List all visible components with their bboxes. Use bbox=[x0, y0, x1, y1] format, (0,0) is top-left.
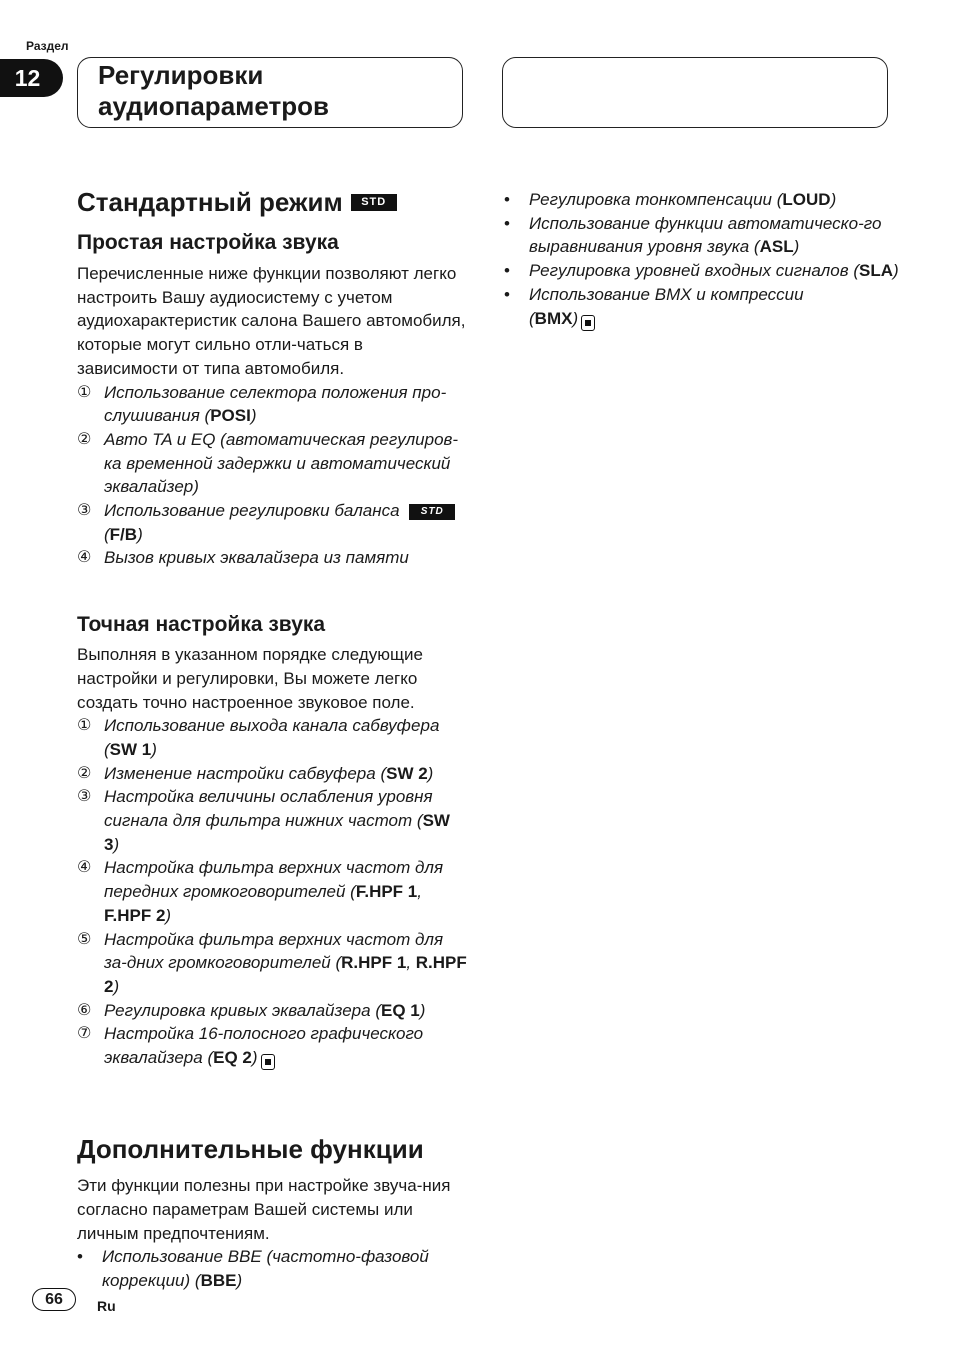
std-badge: STD bbox=[351, 194, 397, 211]
list-item: ⑤ Настройка фильтра верхних частот для за-дних громкоговорителей (R.HPF 1, R.HPF 2) bbox=[77, 929, 467, 996]
chapter-title-line1: Регулировки bbox=[98, 60, 264, 90]
simple-setup-list bbox=[77, 381, 467, 571]
list-item: • Регулировка тонкомпенсации (LOUD) bbox=[504, 188, 904, 212]
list-item: ⑦ Настройка 16-полосного графического эквалайзера (EQ 2) bbox=[77, 1022, 467, 1070]
function-code: R.HPF 1 bbox=[341, 953, 407, 973]
item-number-marker: ③ bbox=[77, 502, 92, 520]
list-item: ① Использование выхода канала сабвуфера (SW 1) bbox=[77, 716, 440, 759]
section-label: Раздел bbox=[26, 39, 69, 53]
section-number-badge: 12 bbox=[0, 59, 63, 97]
list-item-text: Использование BMX и компрессии bbox=[529, 284, 804, 304]
list-item-text: Настройка фильтра верхних частот для передних громкоговорителей bbox=[104, 858, 444, 902]
list-item bbox=[77, 546, 467, 570]
function-code: BBE bbox=[200, 1270, 237, 1290]
language-code: Ru bbox=[97, 1298, 116, 1314]
function-code: BMX bbox=[534, 308, 573, 328]
list-item: • Использование функции автоматическо-го выравнивания уровня звука (ASL) bbox=[504, 213, 882, 257]
list-item: ② Изменение настройки сабвуфера (SW 2) bbox=[77, 762, 467, 786]
list-item-text: Настройка величины ослабления уровня сигнала для фильтра нижних частот bbox=[104, 787, 433, 831]
list-item: ⑥ Регулировка кривых эквалайзера (EQ 1) bbox=[77, 999, 467, 1023]
page-number: 66 bbox=[32, 1288, 76, 1311]
right-column bbox=[504, 188, 904, 331]
additional-functions-heading bbox=[77, 1132, 467, 1166]
standard-mode-heading-text: Стандартный режим bbox=[77, 187, 343, 217]
bullet-icon: • bbox=[77, 1247, 83, 1267]
function-code: LOUD bbox=[782, 190, 831, 209]
fine-setup-intro: Выполняя в указанном порядке следующие настройки и регулировки, Вы можете легко создать точно настроенное звуковое поле. bbox=[77, 645, 423, 712]
simple-setup-heading: Простая настройка звука bbox=[77, 231, 339, 254]
function-code: POSI bbox=[210, 406, 251, 426]
item-number-marker: ⑤ bbox=[77, 930, 92, 948]
fine-setup-list bbox=[77, 714, 467, 1070]
function-code: SW 2 bbox=[386, 763, 428, 783]
item-number-marker: ⑥ bbox=[77, 1001, 92, 1019]
list-item: • Использование BMX и компрессии (BMX) bbox=[504, 283, 904, 331]
list-item-text: Настройка 16-полосного графического эквалайзера bbox=[104, 1024, 424, 1068]
function-code: F.HPF 1 bbox=[355, 882, 418, 902]
item-number-marker: ④ bbox=[77, 549, 92, 567]
function-code: R.HPF 2 bbox=[104, 953, 467, 996]
additional-functions-list-right bbox=[504, 188, 904, 331]
function-code: F/B bbox=[109, 524, 138, 544]
list-item: ③ Настройка величины ослабления уровня сигнала для фильтра нижних частот (SW 3) bbox=[77, 787, 450, 854]
item-number-marker: ① bbox=[77, 717, 92, 735]
list-item-text: Регулировка кривых эквалайзера bbox=[104, 1000, 371, 1020]
list-item-text: Авто TA и EQ (автоматическая регулиров-ка временной задержки и автоматический эквалайзер) bbox=[104, 429, 459, 497]
bullet-icon: • bbox=[504, 213, 510, 233]
list-item-text: Регулировка тонкомпенсации bbox=[529, 190, 772, 209]
function-code: SLA bbox=[858, 261, 893, 281]
function-code: SW 3 bbox=[104, 811, 450, 854]
bullet-icon: • bbox=[504, 190, 510, 209]
chapter-title-line2: аудиопараметров bbox=[98, 91, 329, 121]
stop-icon bbox=[261, 1054, 275, 1070]
empty-header-box bbox=[502, 57, 888, 128]
function-code: ASL bbox=[759, 237, 794, 257]
list-item: • Использование BBE (частотно-фазовой коррекции) (BBE) bbox=[77, 1247, 429, 1290]
list-item-text: Регулировка уровней входных сигналов bbox=[529, 261, 849, 281]
item-number-marker: ① bbox=[77, 383, 92, 401]
item-number-marker: ③ bbox=[77, 788, 92, 806]
function-code: EQ 1 bbox=[380, 1000, 420, 1020]
list-item-text: Настройка фильтра верхних частот для за-дних громкоговорителей bbox=[104, 929, 444, 973]
list-item: • Регулировка уровней входных сигналов (SLA) bbox=[504, 259, 904, 283]
list-item-text: Использование выхода канала сабвуфера bbox=[104, 716, 440, 736]
function-code: F.HPF 2 bbox=[104, 905, 166, 925]
function-code: SW 1 bbox=[109, 739, 152, 759]
bullet-icon: • bbox=[504, 261, 510, 281]
list-item: ③ Использование регулировки баланса STD (F/B) bbox=[77, 499, 467, 546]
std-badge: STD bbox=[409, 504, 455, 520]
list-item-text: Использование регулировки баланса bbox=[104, 501, 400, 521]
list-item-text: Использование BBE (частотно-фазовой коррекции) bbox=[102, 1247, 429, 1290]
stop-icon bbox=[581, 315, 595, 331]
item-number-marker: ② bbox=[77, 430, 92, 448]
list-item: ④ Настройка фильтра верхних частот для передних громкоговорителей (F.HPF 1, F.HPF 2) bbox=[77, 858, 444, 925]
chapter-title-box bbox=[77, 57, 463, 128]
item-number-marker: ⑦ bbox=[77, 1025, 92, 1043]
additional-functions-intro: Эти функции полезны при настройке звуча-ния согласно параметрам Вашей системы или личным предпочтениям. bbox=[77, 1176, 451, 1243]
simple-setup-intro: Перечисленные ниже функции позволяют легко настроить Вашу аудиосистему с учетом аудиохарактеристик салона Вашего автомобиля, которые могут сильно отли-чаться в зависимости от типа автомобиля. bbox=[77, 264, 466, 378]
fine-setup-heading: Точная настройка звука bbox=[77, 613, 326, 637]
bullet-icon: • bbox=[504, 284, 510, 304]
left-column bbox=[77, 185, 467, 1293]
list-item-text: Использование селектора положения про-слушивания bbox=[104, 382, 447, 426]
list-item-text: Изменение настройки сабвуфера bbox=[104, 763, 376, 783]
item-number-marker: ② bbox=[77, 764, 92, 782]
additional-functions-heading-text: Дополнительные функции bbox=[77, 1134, 424, 1165]
list-item bbox=[77, 428, 467, 499]
function-code: EQ 2 bbox=[213, 1048, 252, 1068]
item-number-marker: ④ bbox=[77, 859, 92, 877]
additional-functions-list-left bbox=[77, 1245, 467, 1292]
standard-mode-heading bbox=[77, 185, 467, 219]
list-item: ① Использование селектора положения про-слушивания (POSI) bbox=[77, 382, 447, 426]
list-item-text: Вызов кривых эквалайзера из памяти bbox=[104, 548, 409, 568]
list-item-text: Использование функции автоматическо-го выравнивания уровня звука bbox=[529, 213, 882, 257]
